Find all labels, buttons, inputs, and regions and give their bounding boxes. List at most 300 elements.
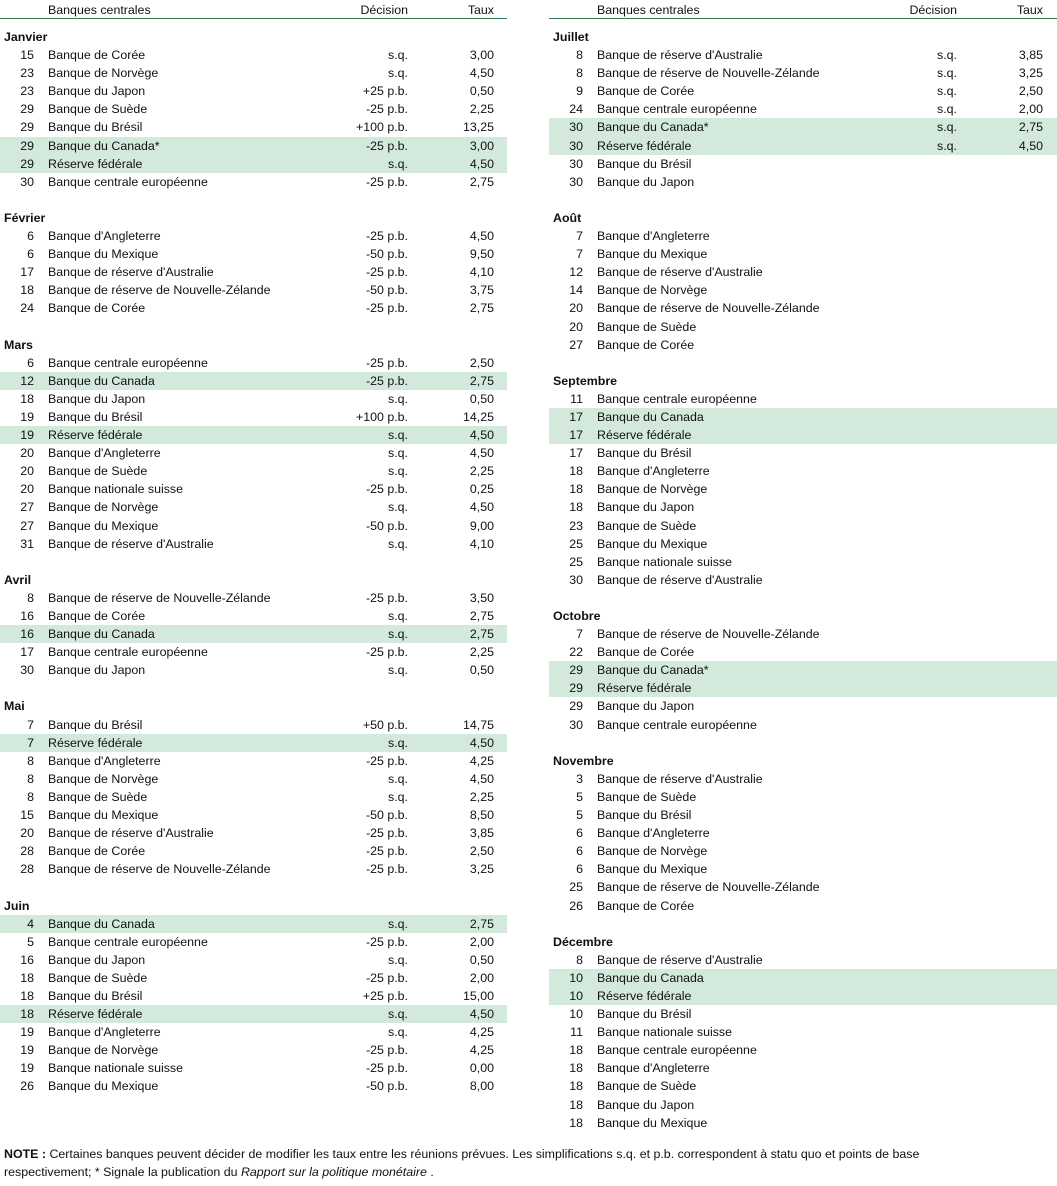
rate-decision: -25 p.b. [365,265,408,280]
policy-rate: 4,25 [469,753,494,768]
bank-name: Banque de Norvège [48,500,159,515]
meeting-row [549,571,1057,589]
meeting-day: 20 [569,319,583,334]
meeting-row [0,969,507,987]
month-heading: Août [553,210,582,225]
meeting-day: 8 [576,952,583,967]
rate-decision: s.q. [937,84,957,99]
meeting-row [0,281,507,299]
meeting-day: 30 [569,572,583,587]
meeting-row [0,462,507,480]
meeting-day: 25 [569,536,583,551]
rate-decision: s.q. [388,156,408,171]
meeting-day: 24 [20,301,34,316]
meeting-day: 6 [27,355,34,370]
policy-rate: 4,50 [469,771,494,786]
bank-name: Banque du Brésil [48,120,143,135]
meeting-day: 17 [569,428,583,443]
policy-rate: 2,50 [1018,84,1043,99]
rate-decision: s.q. [388,663,408,678]
bank-name: Réserve fédérale [48,1007,143,1022]
meeting-row [549,1059,1057,1077]
policy-rate: 2,50 [469,844,494,859]
footnote [4,1145,1004,1181]
month-heading: Avril [4,572,32,587]
bank-name: Banque de Corée [597,645,695,660]
meeting-row [549,408,1057,426]
meeting-day: 29 [569,699,583,714]
bank-name: Banque de Norvège [48,771,159,786]
rate-decision: -25 p.b. [365,1043,408,1058]
policy-rate: 2,50 [469,355,494,370]
bank-name: Banque de Suède [597,789,697,804]
bank-name: Banque nationale suisse [597,1025,733,1040]
bank-name: Banque de Norvège [597,283,708,298]
month-heading: Juin [4,898,30,913]
policy-rate: 2,75 [469,373,494,388]
meeting-row [0,245,507,263]
meeting-row [549,1114,1057,1132]
meeting-row [549,390,1057,408]
rate-decision: -25 p.b. [365,174,408,189]
policy-rate: 2,00 [469,934,494,949]
meeting-row [0,1005,507,1023]
rate-decision: -25 p.b. [365,844,408,859]
bank-name: Banque centrale européenne [48,355,208,370]
meeting-row [0,263,507,281]
policy-rate: 2,25 [469,789,494,804]
policy-rate: 4,50 [469,229,494,244]
meeting-day: 10 [569,970,583,985]
meeting-day: 20 [20,446,34,461]
meeting-row [0,734,507,752]
rate-decision: -50 p.b. [365,808,408,823]
meeting-row [549,498,1057,516]
meeting-day: 7 [27,717,34,732]
meeting-day: 31 [20,536,34,551]
meeting-day: 26 [569,898,583,913]
bank-name: Banque de réserve d'Australie [597,771,763,786]
meeting-day: 18 [569,1079,583,1094]
rate-decision: s.q. [388,1007,408,1022]
meeting-day: 5 [27,934,34,949]
bank-name: Banque du Japon [597,699,695,714]
meeting-day: 28 [20,844,34,859]
bank-name: Banque du Japon [48,663,146,678]
bank-name: Banque de Corée [597,898,695,913]
bank-name: Banque de réserve de Nouvelle-Zélande [597,66,820,81]
bank-name: Banque nationale suisse [48,482,184,497]
policy-rate: 3,50 [469,590,494,605]
meeting-row [549,245,1057,263]
meeting-day: 25 [569,554,583,569]
policy-rate: 0,50 [469,663,494,678]
meeting-day: 18 [569,1115,583,1130]
policy-rate: 3,00 [469,48,494,63]
rate-decision: -25 p.b. [365,138,408,153]
policy-rate: 2,75 [469,627,494,642]
meeting-row [549,426,1057,444]
meeting-row [0,498,507,516]
meeting-day: 30 [569,138,583,153]
bank-name: Banque du Mexique [597,1115,708,1130]
meeting-row [549,1077,1057,1095]
rate-decision: -25 p.b. [365,102,408,117]
meeting-row [0,589,507,607]
meeting-day: 29 [20,138,34,153]
section-spacer [0,553,507,571]
meeting-day: 20 [20,826,34,841]
meeting-row [0,824,507,842]
meeting-day: 6 [27,229,34,244]
bank-name: Banque de réserve d'Australie [597,48,763,63]
meeting-row [549,878,1057,896]
meeting-day: 16 [20,627,34,642]
section-spacer [0,318,507,336]
policy-rate: 4,10 [469,265,494,280]
meeting-row [549,969,1057,987]
meeting-day: 18 [569,500,583,515]
meeting-day: 11 [570,1025,583,1040]
policy-rate: 3,00 [469,138,494,153]
bank-name: Banque centrale européenne [597,102,757,117]
policy-rate: 3,85 [1018,48,1043,63]
section-spacer [549,354,1057,372]
policy-rate: 0,50 [469,84,494,99]
meeting-row [0,987,507,1005]
meeting-day: 6 [576,826,583,841]
policy-rate: 4,50 [469,446,494,461]
meeting-row [0,372,507,390]
meeting-day: 7 [576,229,583,244]
meeting-row [549,553,1057,571]
meeting-row [549,897,1057,915]
month-heading: Décembre [553,934,613,949]
bank-name: Banque nationale suisse [48,1061,184,1076]
policy-rate: 0,50 [469,391,494,406]
bank-name: Banque centrale européenne [48,174,208,189]
rate-decision: -25 p.b. [365,373,408,388]
rate-decision: s.q. [388,609,408,623]
meeting-day: 15 [20,808,34,823]
rate-decision: s.q. [937,120,957,135]
bank-name: Banque de réserve d'Australie [597,952,763,967]
meeting-row [0,118,507,136]
bank-name: Banque de réserve de Nouvelle-Zélande [48,590,271,605]
bank-name: Banque de Corée [48,609,146,623]
bank-name: Banque du Japon [48,84,146,99]
meeting-row [0,842,507,860]
policy-rate: 2,25 [469,645,494,660]
rate-decision: +50 p.b. [362,717,408,732]
policy-rate: 3,25 [1018,66,1043,81]
rate-decision: -50 p.b. [365,1079,408,1094]
meeting-row [0,137,507,155]
section-spacer [0,878,507,896]
meeting-day: 29 [20,156,34,171]
bank-name: Banque centrale européenne [597,391,757,406]
bank-name: Banque de réserve d'Australie [48,826,214,841]
meeting-day: 8 [27,590,34,605]
rate-decision: -25 p.b. [365,753,408,768]
rate-decision: +100 p.b. [355,409,408,424]
policy-rate: 8,50 [469,808,494,823]
policy-rate: 4,50 [1018,138,1043,153]
policy-rate: 9,50 [469,247,494,262]
meeting-row [549,118,1057,136]
policy-rate: 2,75 [469,301,494,316]
bank-name: Banque de Suède [48,970,148,985]
meeting-row [0,227,507,245]
meeting-day: 18 [20,988,34,1003]
right-table-header [549,0,1057,19]
meeting-row [0,535,507,553]
meeting-day: 5 [576,789,583,804]
bank-name: Banque du Brésil [597,156,692,171]
policy-rate: 13,25 [462,120,494,135]
left-table-header [0,0,507,19]
month-heading: Mars [4,337,33,352]
meeting-row [549,227,1057,245]
meeting-day: 20 [569,301,583,316]
right-calendar-panel [549,0,1057,1132]
rate-decision: s.q. [937,66,957,81]
meeting-row [0,173,507,191]
rate-decision: s.q. [388,916,408,931]
bank-name: Banque du Brésil [48,717,143,732]
meeting-row [0,299,507,317]
bank-name: Banque de réserve d'Australie [597,265,763,280]
meeting-row [549,951,1057,969]
policy-rate: 3,75 [469,283,494,298]
meeting-row [0,806,507,824]
rate-decision: -25 p.b. [365,1061,408,1076]
meeting-row [549,336,1057,354]
meeting-day: 11 [570,391,583,406]
meeting-row [549,281,1057,299]
meeting-row [549,679,1057,697]
meeting-row [0,1077,507,1095]
meeting-row [549,173,1057,191]
bank-name: Banque d'Angleterre [48,446,161,461]
section-spacer [549,589,1057,607]
bank-name: Banque du Japon [597,500,695,515]
bank-name: Banque centrale européenne [48,934,208,949]
rate-decision: s.q. [388,627,408,642]
meeting-day: 25 [569,880,583,895]
meeting-row [0,426,507,444]
bank-name: Banque du Brésil [597,1007,692,1022]
policy-rate: 8,00 [469,1079,494,1094]
meeting-day: 17 [569,409,583,424]
meeting-row [549,842,1057,860]
meeting-day: 27 [20,518,34,533]
meeting-day: 17 [20,645,34,660]
bank-name: Réserve fédérale [48,428,143,443]
policy-rate: 4,50 [469,735,494,750]
meeting-row [549,697,1057,715]
month-heading: Septembre [553,373,618,388]
meeting-row [0,607,507,625]
meeting-day: 12 [20,373,34,388]
right-table-body [549,19,1057,1132]
bank-name: Banque de réserve de Nouvelle-Zélande [48,283,271,298]
meeting-day: 8 [27,771,34,786]
policy-rate: 0,25 [469,482,494,497]
meeting-day: 20 [20,464,34,479]
meeting-row [549,1096,1057,1114]
policy-rate: 4,50 [469,156,494,171]
meeting-day: 6 [27,247,34,262]
meeting-day: 10 [569,1007,583,1022]
meeting-day: 26 [20,1079,34,1094]
note-end: . [426,1165,434,1179]
rate-decision: s.q. [388,66,408,81]
meeting-day: 6 [576,844,583,859]
bank-name: Banque de Suède [597,319,697,334]
left-table-body [0,19,507,1096]
policy-rate: 14,75 [462,717,494,732]
policy-rate: 4,10 [469,536,494,551]
rate-decision: -50 p.b. [365,247,408,262]
meeting-day: 19 [20,428,34,443]
meeting-row [549,1041,1057,1059]
meeting-row [0,1023,507,1041]
bank-name: Banque de Norvège [48,66,159,81]
bank-name: Banque du Canada* [597,663,709,678]
bank-name: Banque centrale européenne [597,1043,757,1058]
bank-name: Banque du Canada [48,627,155,642]
bank-name: Banque du Brésil [48,409,143,424]
bank-name: Banque de Corée [48,301,146,316]
meeting-day: 19 [20,1025,34,1040]
meeting-day: 23 [569,518,583,533]
bank-name: Banque de réserve d'Australie [597,572,763,587]
meeting-day: 18 [20,391,34,406]
bank-name: Banque du Canada [48,916,155,931]
bank-name: Banque centrale européenne [48,645,208,660]
meeting-day: 27 [20,500,34,515]
meeting-day: 23 [20,66,34,81]
rate-decision: -50 p.b. [365,518,408,533]
meeting-day: 8 [27,789,34,804]
meeting-day: 18 [20,283,34,298]
bank-name: Banque du Brésil [48,988,143,1003]
meeting-row [549,64,1057,82]
month-heading: Juillet [553,30,589,44]
meeting-day: 18 [20,970,34,985]
policy-rate: 4,50 [469,66,494,81]
meeting-day: 7 [27,735,34,750]
meeting-row [0,915,507,933]
meeting-row [549,824,1057,842]
bank-name: Réserve fédérale [597,681,692,696]
rate-decision: -25 p.b. [365,970,408,985]
meeting-row [0,933,507,951]
rate-decision: s.q. [388,952,408,967]
meeting-day: 29 [20,120,34,135]
bank-name: Banque de réserve d'Australie [48,536,214,551]
meeting-day: 28 [20,862,34,877]
policy-rate: 2,25 [469,464,494,479]
meeting-day: 22 [569,645,583,660]
meeting-row [549,1023,1057,1041]
meeting-day: 29 [569,663,583,678]
bank-name: Banque de Corée [48,844,146,859]
rate-decision: -25 p.b. [365,229,408,244]
header-bank: Banques centrales [48,3,151,17]
rate-decision: -25 p.b. [365,590,408,605]
rate-decision: s.q. [388,789,408,804]
meeting-day: 17 [20,265,34,280]
bank-name: Banque d'Angleterre [597,1061,710,1076]
meeting-row [0,716,507,734]
meeting-row [549,1005,1057,1023]
meeting-row [0,100,507,118]
meeting-row [0,752,507,770]
rate-decision: -25 p.b. [365,645,408,660]
meeting-row [0,46,507,64]
rate-decision: +100 p.b. [355,120,408,135]
month-heading: Février [4,210,46,225]
rate-decision: s.q. [388,48,408,63]
meeting-row [0,444,507,462]
meeting-row [549,517,1057,535]
section-spacer [549,734,1057,752]
meeting-day: 23 [20,84,34,99]
bank-name: Banque du Japon [48,952,146,967]
policy-rate: 4,50 [469,500,494,515]
meeting-day: 14 [569,283,583,298]
bank-name: Banque du Canada [48,373,155,388]
rate-decision: -25 p.b. [365,934,408,949]
bank-name: Banque d'Angleterre [597,229,710,244]
meeting-day: 8 [576,66,583,81]
meeting-day: 29 [569,681,583,696]
header-rate: Taux [467,3,494,17]
note-italic-title: Rapport sur la politique monétaire [240,1165,427,1179]
meeting-row [549,535,1057,553]
policy-rate: 2,75 [469,609,494,623]
header-bank: Banques centrales [597,3,700,17]
meeting-day: 18 [20,1007,34,1022]
meeting-row [0,661,507,679]
bank-name: Banque de Suède [48,464,148,479]
bank-name: Banque de réserve de Nouvelle-Zélande [597,627,820,642]
meeting-row [549,299,1057,317]
month-heading: Novembre [553,753,614,768]
bank-name: Banque du Japon [48,391,146,406]
rate-decision: s.q. [937,138,957,153]
rate-decision: s.q. [388,500,408,515]
meeting-day: 16 [20,609,34,623]
bank-name: Banque du Mexique [597,247,708,262]
rate-decision: -25 p.b. [365,482,408,497]
bank-name: Banque du Mexique [48,808,159,823]
meeting-row [0,643,507,661]
meeting-day: 8 [27,753,34,768]
section-spacer [549,915,1057,933]
policy-rate: 4,50 [469,1007,494,1022]
bank-name: Banque du Japon [597,1097,695,1112]
rate-decision: s.q. [388,1025,408,1040]
rate-decision: s.q. [388,428,408,443]
section-spacer [549,19,1057,28]
bank-name: Banque du Canada* [48,138,160,153]
bank-name: Réserve fédérale [48,735,143,750]
policy-rate: 4,50 [469,428,494,443]
bank-name: Banque du Japon [597,174,695,189]
